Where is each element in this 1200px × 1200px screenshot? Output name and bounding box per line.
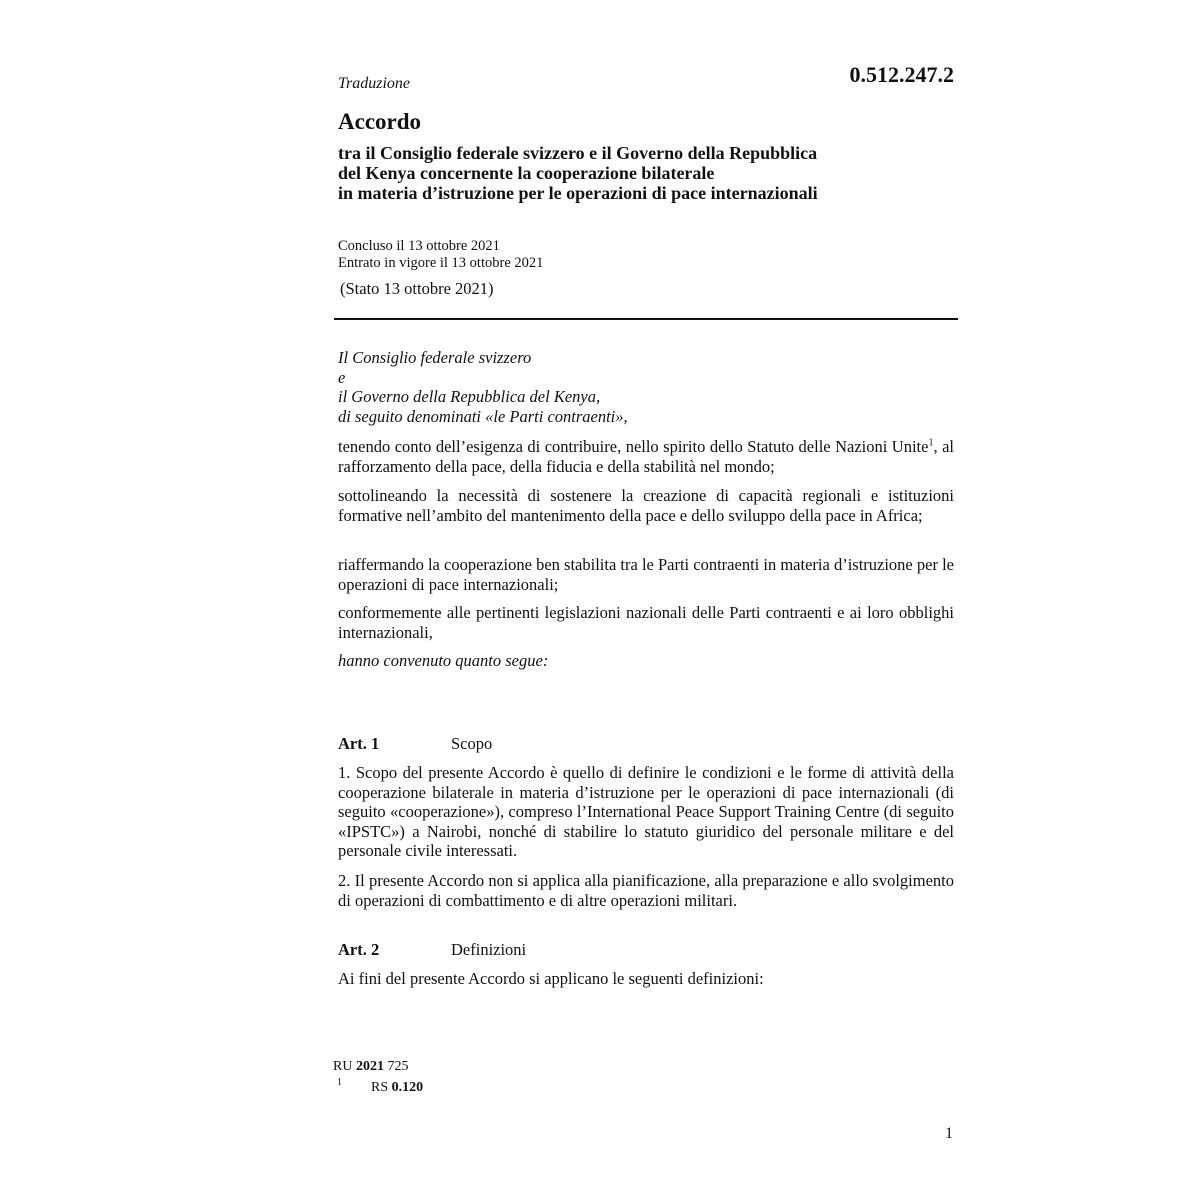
subtitle-line: del Kenya concernente la cooperazione bilaterale: [338, 163, 715, 183]
header-divider: [334, 318, 958, 320]
ru-prefix: RU: [333, 1059, 353, 1074]
translation-label: Traduzione: [338, 75, 411, 92]
footnote-prefix: RS: [371, 1080, 389, 1095]
preamble-paragraph: riaffermando la cooperazione ben stabilita tra le Parti contraenti in materia d’istruzione per le operazioni di pace internazionali;: [338, 555, 954, 594]
preamble-text: tenendo conto dell’esigenza di contribuire, nello spirito dello Statuto delle Nazioni Unite: [338, 437, 929, 456]
party-line: di seguito denominati «le Parti contraenti»,: [338, 406, 628, 426]
subtitle-line: tra il Consiglio federale svizzero e il Governo della Repubblica: [338, 143, 818, 163]
document-title: Accordo: [338, 109, 422, 134]
preamble-paragraph: conformemente alle pertinenti legislazioni nazionali delle Parti contraenti e ai loro obblighi internazionali,: [338, 603, 954, 642]
preamble-closing: hanno convenuto quanto segue:: [338, 651, 549, 670]
preamble-paragraph: sottolineando la necessità di sostenere la creazione di capacità regionali e istituzioni formative nell’ambito del mantenimento della pace e dello sviluppo della pace in Africa;: [338, 486, 954, 525]
ru-year: 2021: [355, 1059, 384, 1074]
official-compilation-reference: [333, 1059, 408, 1075]
article-2-heading: [338, 940, 526, 960]
party-line: Il Consiglio federale svizzero: [338, 348, 532, 367]
article-label: Art. 1: [338, 734, 380, 753]
subtitle-line: in materia d’istruzione per le operazioni di pace internazionali: [338, 183, 818, 203]
state-date: (Stato 13 ottobre 2021): [340, 279, 494, 298]
ru-page: 725: [387, 1059, 409, 1074]
footnote-reference: 1: [928, 437, 934, 449]
party-line: il Governo della Repubblica del Kenya,: [338, 387, 601, 406]
date-info: [338, 238, 543, 272]
footnote-ref: 0.120: [391, 1080, 424, 1095]
preamble-text: , al rafforzamento della pace, della fiducia e della stabilità nel mondo;: [338, 437, 954, 476]
document-subtitle: [338, 143, 958, 203]
article-2-paragraph-1: Ai fini del presente Accordo si applicano le seguenti definizioni:: [338, 969, 764, 988]
preamble-paragraph: [338, 437, 954, 476]
article-title: Definizioni: [451, 940, 527, 959]
article-title: Scopo: [451, 734, 493, 753]
article-1-paragraph-2: 2. Il presente Accordo non si applica alla pianificazione, alla preparazione e allo svolgimento di operazioni di combattimento e di altre operazioni militari.: [338, 871, 954, 910]
contracting-parties: [338, 348, 954, 426]
concluded-date: Concluso il 13 ottobre 2021: [338, 238, 500, 254]
page-number: 1: [945, 1125, 953, 1142]
party-line: e: [338, 367, 346, 387]
footnote: 1 RS 0.120: [337, 1077, 424, 1095]
article-1-heading: [338, 734, 492, 754]
document-number: 0.512.247.2: [849, 62, 954, 87]
article-label: Art. 2: [338, 940, 380, 959]
in-force-date: Entrato in vigore il 13 ottobre 2021: [338, 255, 544, 271]
article-1-paragraph-1: 1. Scopo del presente Accordo è quello di definire le condizioni e le forme di attività della cooperazione bilaterale in materia d’istruzione per le operazioni di pace internazionali (di seguito «cooperazione»), compreso l’International Peace Support Training Centre (di seguito «IPSTC») a Nairobi, nonché di stabilire lo statuto giuridico del personale militare e del personale civile interessati.: [338, 763, 954, 860]
